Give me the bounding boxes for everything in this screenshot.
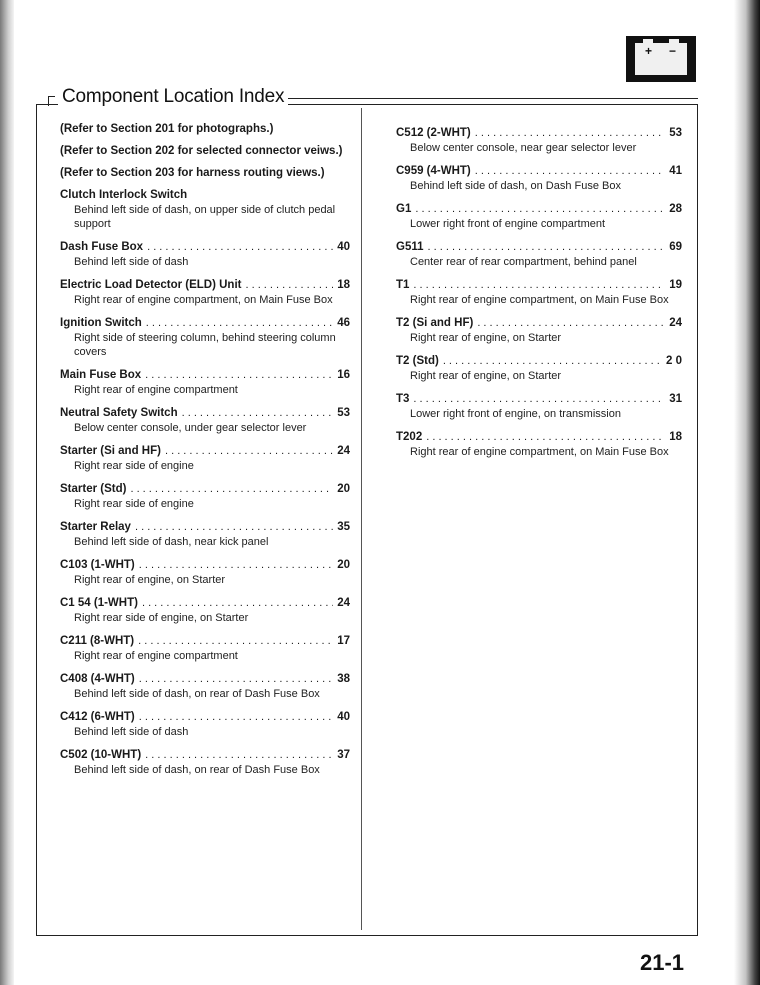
location-description: Right rear of engine compartment, on Main Fuse Box xyxy=(410,294,669,306)
component-name: C412 (6-WHT) xyxy=(60,711,135,723)
dot-leader xyxy=(182,406,334,421)
location-description: Right rear of engine compartment, on Main Fuse Box xyxy=(74,294,333,306)
dot-leader xyxy=(145,368,333,383)
entry-heading xyxy=(60,278,350,293)
title-rule xyxy=(286,98,698,99)
location-description: Behind left side of dash xyxy=(74,726,189,738)
entry-heading xyxy=(396,202,682,217)
entry-heading xyxy=(396,316,682,331)
entry-heading xyxy=(396,354,682,369)
page-reference: 24 xyxy=(337,597,350,609)
section-note: (Refer to Section 203 for harness routing views.) xyxy=(60,167,325,179)
right-column xyxy=(396,126,682,468)
entry-heading xyxy=(60,240,350,255)
location-description: Below center console, under gear selector lever xyxy=(74,422,307,434)
dot-leader xyxy=(138,634,333,649)
dot-leader xyxy=(415,202,665,217)
section-note: (Refer to Section 201 for photographs.) xyxy=(60,123,274,135)
page-reference: 19 xyxy=(669,279,682,291)
page-reference: 69 xyxy=(669,241,682,253)
page-reference: 18 xyxy=(669,431,682,443)
entry-heading xyxy=(60,482,350,497)
entry-heading xyxy=(60,634,350,649)
component-name: T202 xyxy=(396,431,423,443)
dot-leader xyxy=(139,558,333,573)
page-reference: 24 xyxy=(337,445,350,457)
index-entry xyxy=(396,430,682,459)
index-entry xyxy=(60,634,350,663)
component-name: Starter (Si and HF) xyxy=(60,445,161,457)
component-name: Dash Fuse Box xyxy=(60,241,144,253)
component-name: G1 xyxy=(396,203,412,215)
page-reference: 53 xyxy=(669,127,682,139)
page-reference: 46 xyxy=(337,317,350,329)
location-description: Lower right front of engine compartment xyxy=(410,218,606,230)
index-entry xyxy=(396,278,682,307)
index-entry xyxy=(60,240,350,269)
entry-heading xyxy=(60,558,350,573)
index-entry xyxy=(396,316,682,345)
page-reference: 20 xyxy=(337,559,350,571)
page-reference: 31 xyxy=(669,393,682,405)
component-name: C408 (4-WHT) xyxy=(60,673,135,685)
index-entry xyxy=(60,558,350,587)
battery-icon: + − xyxy=(626,36,696,82)
component-name: Neutral Safety Switch xyxy=(60,407,178,419)
page-reference: 37 xyxy=(337,749,350,761)
location-description: Right rear side of engine xyxy=(74,460,194,472)
index-entry xyxy=(60,188,350,231)
component-name: Starter Relay xyxy=(60,521,131,533)
dot-leader xyxy=(475,164,665,179)
component-name: Electric Load Detector (ELD) Unit xyxy=(60,279,242,291)
index-entry xyxy=(60,596,350,625)
left-column xyxy=(60,122,350,786)
dot-leader xyxy=(165,444,333,459)
dot-leader xyxy=(139,672,333,687)
location-description: Right rear side of engine xyxy=(74,498,194,510)
dot-leader xyxy=(142,596,333,611)
entry-heading xyxy=(60,748,350,763)
page-title: Component Location Index xyxy=(62,86,285,107)
location-description: Behind left side of dash, on Dash Fuse Box xyxy=(410,180,621,192)
dot-leader xyxy=(413,278,665,293)
entry-heading xyxy=(60,188,350,203)
entry-heading xyxy=(60,444,350,459)
entry-heading xyxy=(396,164,682,179)
location-description: Right rear of engine compartment xyxy=(74,384,238,396)
index-entry xyxy=(60,444,350,473)
index-entry xyxy=(396,240,682,269)
dot-leader xyxy=(428,240,666,255)
component-name: C959 (4-WHT) xyxy=(396,165,471,177)
component-name: T2 (Std) xyxy=(396,355,439,367)
component-name: Ignition Switch xyxy=(60,317,142,329)
dot-leader xyxy=(139,710,333,725)
dot-leader xyxy=(413,392,665,407)
location-description: Behind left side of dash, near kick panel xyxy=(74,536,269,548)
component-name: C512 (2-WHT) xyxy=(396,127,471,139)
page-reference: 16 xyxy=(337,369,350,381)
page-reference: 40 xyxy=(337,711,350,723)
dot-leader xyxy=(475,126,665,141)
page-reference: 40 xyxy=(337,241,350,253)
dot-leader xyxy=(245,278,333,293)
entry-heading xyxy=(60,520,350,535)
index-entry xyxy=(60,672,350,701)
entry-heading xyxy=(396,126,682,141)
dot-leader xyxy=(426,430,665,445)
page-reference: 53 xyxy=(337,407,350,419)
entry-heading xyxy=(60,368,350,383)
component-name: Starter (Std) xyxy=(60,483,127,495)
location-description: Right side of steering column, behind steering column covers xyxy=(74,332,336,358)
location-description: Right rear of engine compartment xyxy=(74,650,238,662)
frame-corner xyxy=(48,96,55,106)
page-spine-left xyxy=(0,0,14,985)
location-description: Right rear of engine compartment, on Main Fuse Box xyxy=(410,446,669,458)
component-name: C1 54 (1-WHT) xyxy=(60,597,138,609)
page-reference: 35 xyxy=(337,521,350,533)
title-container xyxy=(58,86,288,108)
component-name: Clutch Interlock Switch xyxy=(60,189,188,201)
page-reference: 24 xyxy=(669,317,682,329)
page-spine-right xyxy=(734,0,760,985)
index-entry xyxy=(60,368,350,397)
location-description: Behind left side of dash xyxy=(74,256,189,268)
index-entry xyxy=(396,164,682,193)
dot-leader xyxy=(130,482,333,497)
page-number: 21-1 xyxy=(640,950,685,975)
index-entry xyxy=(396,126,682,155)
entry-heading xyxy=(60,406,350,421)
index-entry xyxy=(396,392,682,421)
index-entry xyxy=(60,710,350,739)
left-entry-list xyxy=(60,188,350,777)
section-note: (Refer to Section 202 for selected connector veiws.) xyxy=(60,145,343,157)
page-reference: 28 xyxy=(669,203,682,215)
index-entry xyxy=(60,748,350,777)
component-name: T2 (Si and HF) xyxy=(396,317,474,329)
entry-heading xyxy=(60,672,350,687)
entry-heading xyxy=(60,316,350,331)
component-name: G511 xyxy=(396,241,424,253)
index-entry xyxy=(60,406,350,435)
page-reference: 41 xyxy=(669,165,682,177)
location-description: Right rear of engine, on Starter xyxy=(410,370,562,382)
location-description: Behind left side of dash, on upper side of clutch pedal support xyxy=(74,204,336,230)
location-description: Right rear of engine, on Starter xyxy=(410,332,562,344)
location-description: Right rear of engine, on Starter xyxy=(74,574,226,586)
index-entry xyxy=(396,202,682,231)
dot-leader xyxy=(135,520,333,535)
dot-leader xyxy=(146,316,333,331)
entry-heading xyxy=(396,392,682,407)
entry-heading xyxy=(60,596,350,611)
dot-leader xyxy=(147,240,333,255)
index-entry xyxy=(60,482,350,511)
index-entry xyxy=(60,278,350,307)
right-entry-list xyxy=(396,126,682,459)
location-description: Behind left side of dash, on rear of Dash Fuse Box xyxy=(74,764,320,776)
location-description: Center rear of rear compartment, behind panel xyxy=(410,256,637,268)
location-description: Below center console, near gear selector lever xyxy=(410,142,637,154)
component-name: C502 (10-WHT) xyxy=(60,749,142,761)
dot-leader xyxy=(443,354,662,369)
page-reference: 38 xyxy=(337,673,350,685)
index-entry xyxy=(60,520,350,549)
page-reference: 20 xyxy=(337,483,350,495)
entry-heading xyxy=(396,278,682,293)
column-divider xyxy=(361,108,362,930)
page-reference: 2 0 xyxy=(666,355,682,367)
component-name: C211 (8-WHT) xyxy=(60,635,135,647)
index-entry xyxy=(60,316,350,359)
page-reference: 17 xyxy=(337,635,350,647)
location-description: Behind left side of dash, on rear of Dash Fuse Box xyxy=(74,688,320,700)
component-name: Main Fuse Box xyxy=(60,369,142,381)
entry-heading xyxy=(396,430,682,445)
page-reference: 18 xyxy=(337,279,350,291)
location-description: Right rear side of engine, on Starter xyxy=(74,612,249,624)
location-description: Lower right front of engine, on transmission xyxy=(410,408,621,420)
component-name: T1 xyxy=(396,279,410,291)
index-entry xyxy=(396,354,682,383)
dot-leader xyxy=(145,748,333,763)
entry-heading xyxy=(60,710,350,725)
dot-leader xyxy=(477,316,665,331)
component-name: C103 (1-WHT) xyxy=(60,559,135,571)
entry-heading xyxy=(396,240,682,255)
component-name: T3 xyxy=(396,393,410,405)
